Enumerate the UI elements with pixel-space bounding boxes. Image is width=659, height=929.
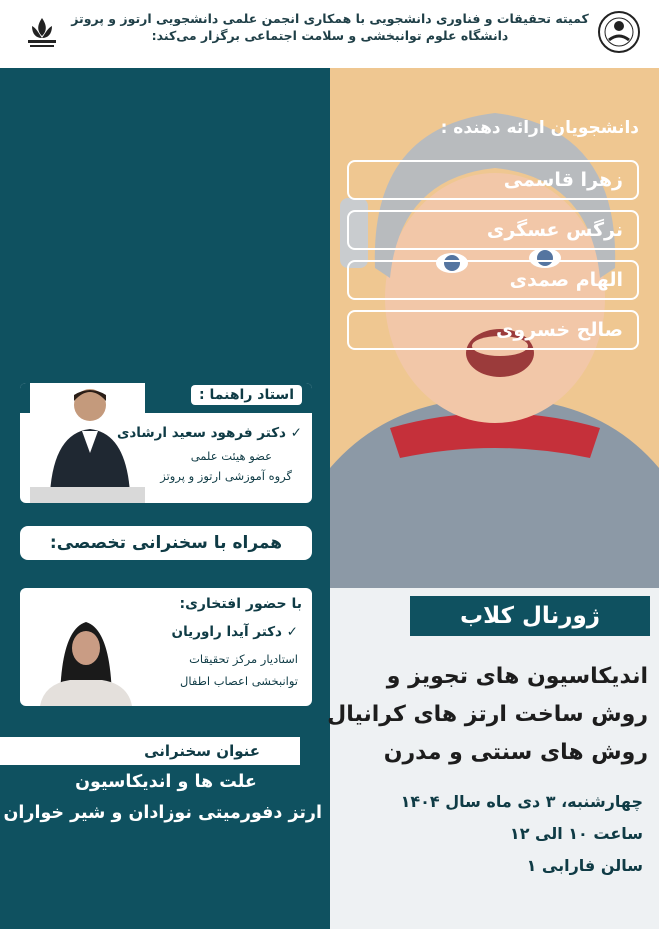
headline-line-2: روش ساخت ارتز های کرانیال	[327, 702, 648, 727]
event-time: ساعت ۱۰ الی ۱۲	[509, 824, 643, 843]
headline-line-3: روش های سنتی و مدرن	[383, 740, 648, 765]
guest-title: با حضور افتخاری:	[179, 596, 302, 612]
presenter-name-1: زهرا قاسمی	[347, 160, 639, 200]
advisor-card	[20, 383, 312, 503]
presenter-name-4: صالح خسروی	[347, 310, 639, 350]
talk-label: عنوان سخنرانی	[0, 737, 300, 765]
header-line-2: دانشگاه علوم توانبخشی و سلامت اجتماعی برگزار می‌کند:	[151, 28, 509, 43]
advisor-name: ✓ دکتر فرهود سعید ارشادی	[116, 425, 302, 441]
special-talk-banner: همراه با سخنرانی تخصصی:	[20, 526, 312, 560]
guest-card	[20, 588, 312, 706]
presenters-title: دانشجویان ارائه دهنده :	[440, 118, 639, 138]
header-text	[70, 10, 590, 44]
talk-title-line-1: علت ها و اندیکاسیون	[75, 772, 257, 792]
headline-line-1: اندیکاسیون های تجویز و	[386, 664, 648, 689]
presenter-name-2: نرگس عسگری	[347, 210, 639, 250]
header	[0, 0, 659, 68]
guest-photo	[30, 610, 142, 706]
association-logo	[22, 12, 62, 52]
advisor-role: عضو هیئت علمی	[190, 449, 272, 463]
presenter-name-3: الهام صمدی	[347, 260, 639, 300]
advisor-dept: گروه آموزشی ارتوز و پروتز	[160, 469, 292, 483]
guest-dept: توانبخشی اعصاب اطفال	[180, 674, 298, 688]
advisor-photo	[30, 383, 145, 503]
header-line-1: کمیته تحقیقات و فناوری دانشجویی با همکاری انجمن علمی دانشجویی ارتوز و پروتز	[71, 11, 589, 26]
event-venue: سالن فارابی ۱	[526, 856, 643, 875]
guest-name: ✓ دکتر آیدا راوریان	[171, 624, 298, 640]
event-date: چهارشنبه، ۳ دی ماه سال ۱۴۰۴	[400, 792, 643, 811]
journal-club-badge: ژورنال کلاب	[410, 596, 650, 636]
guest-role: استادیار مرکز تحقیقات	[189, 652, 298, 666]
university-logo	[597, 10, 641, 54]
talk-title-line-2: ارتز دفورمیتی نوزادان و شیر خواران	[3, 803, 322, 823]
advisor-title: استاد راهنما :	[191, 385, 302, 405]
